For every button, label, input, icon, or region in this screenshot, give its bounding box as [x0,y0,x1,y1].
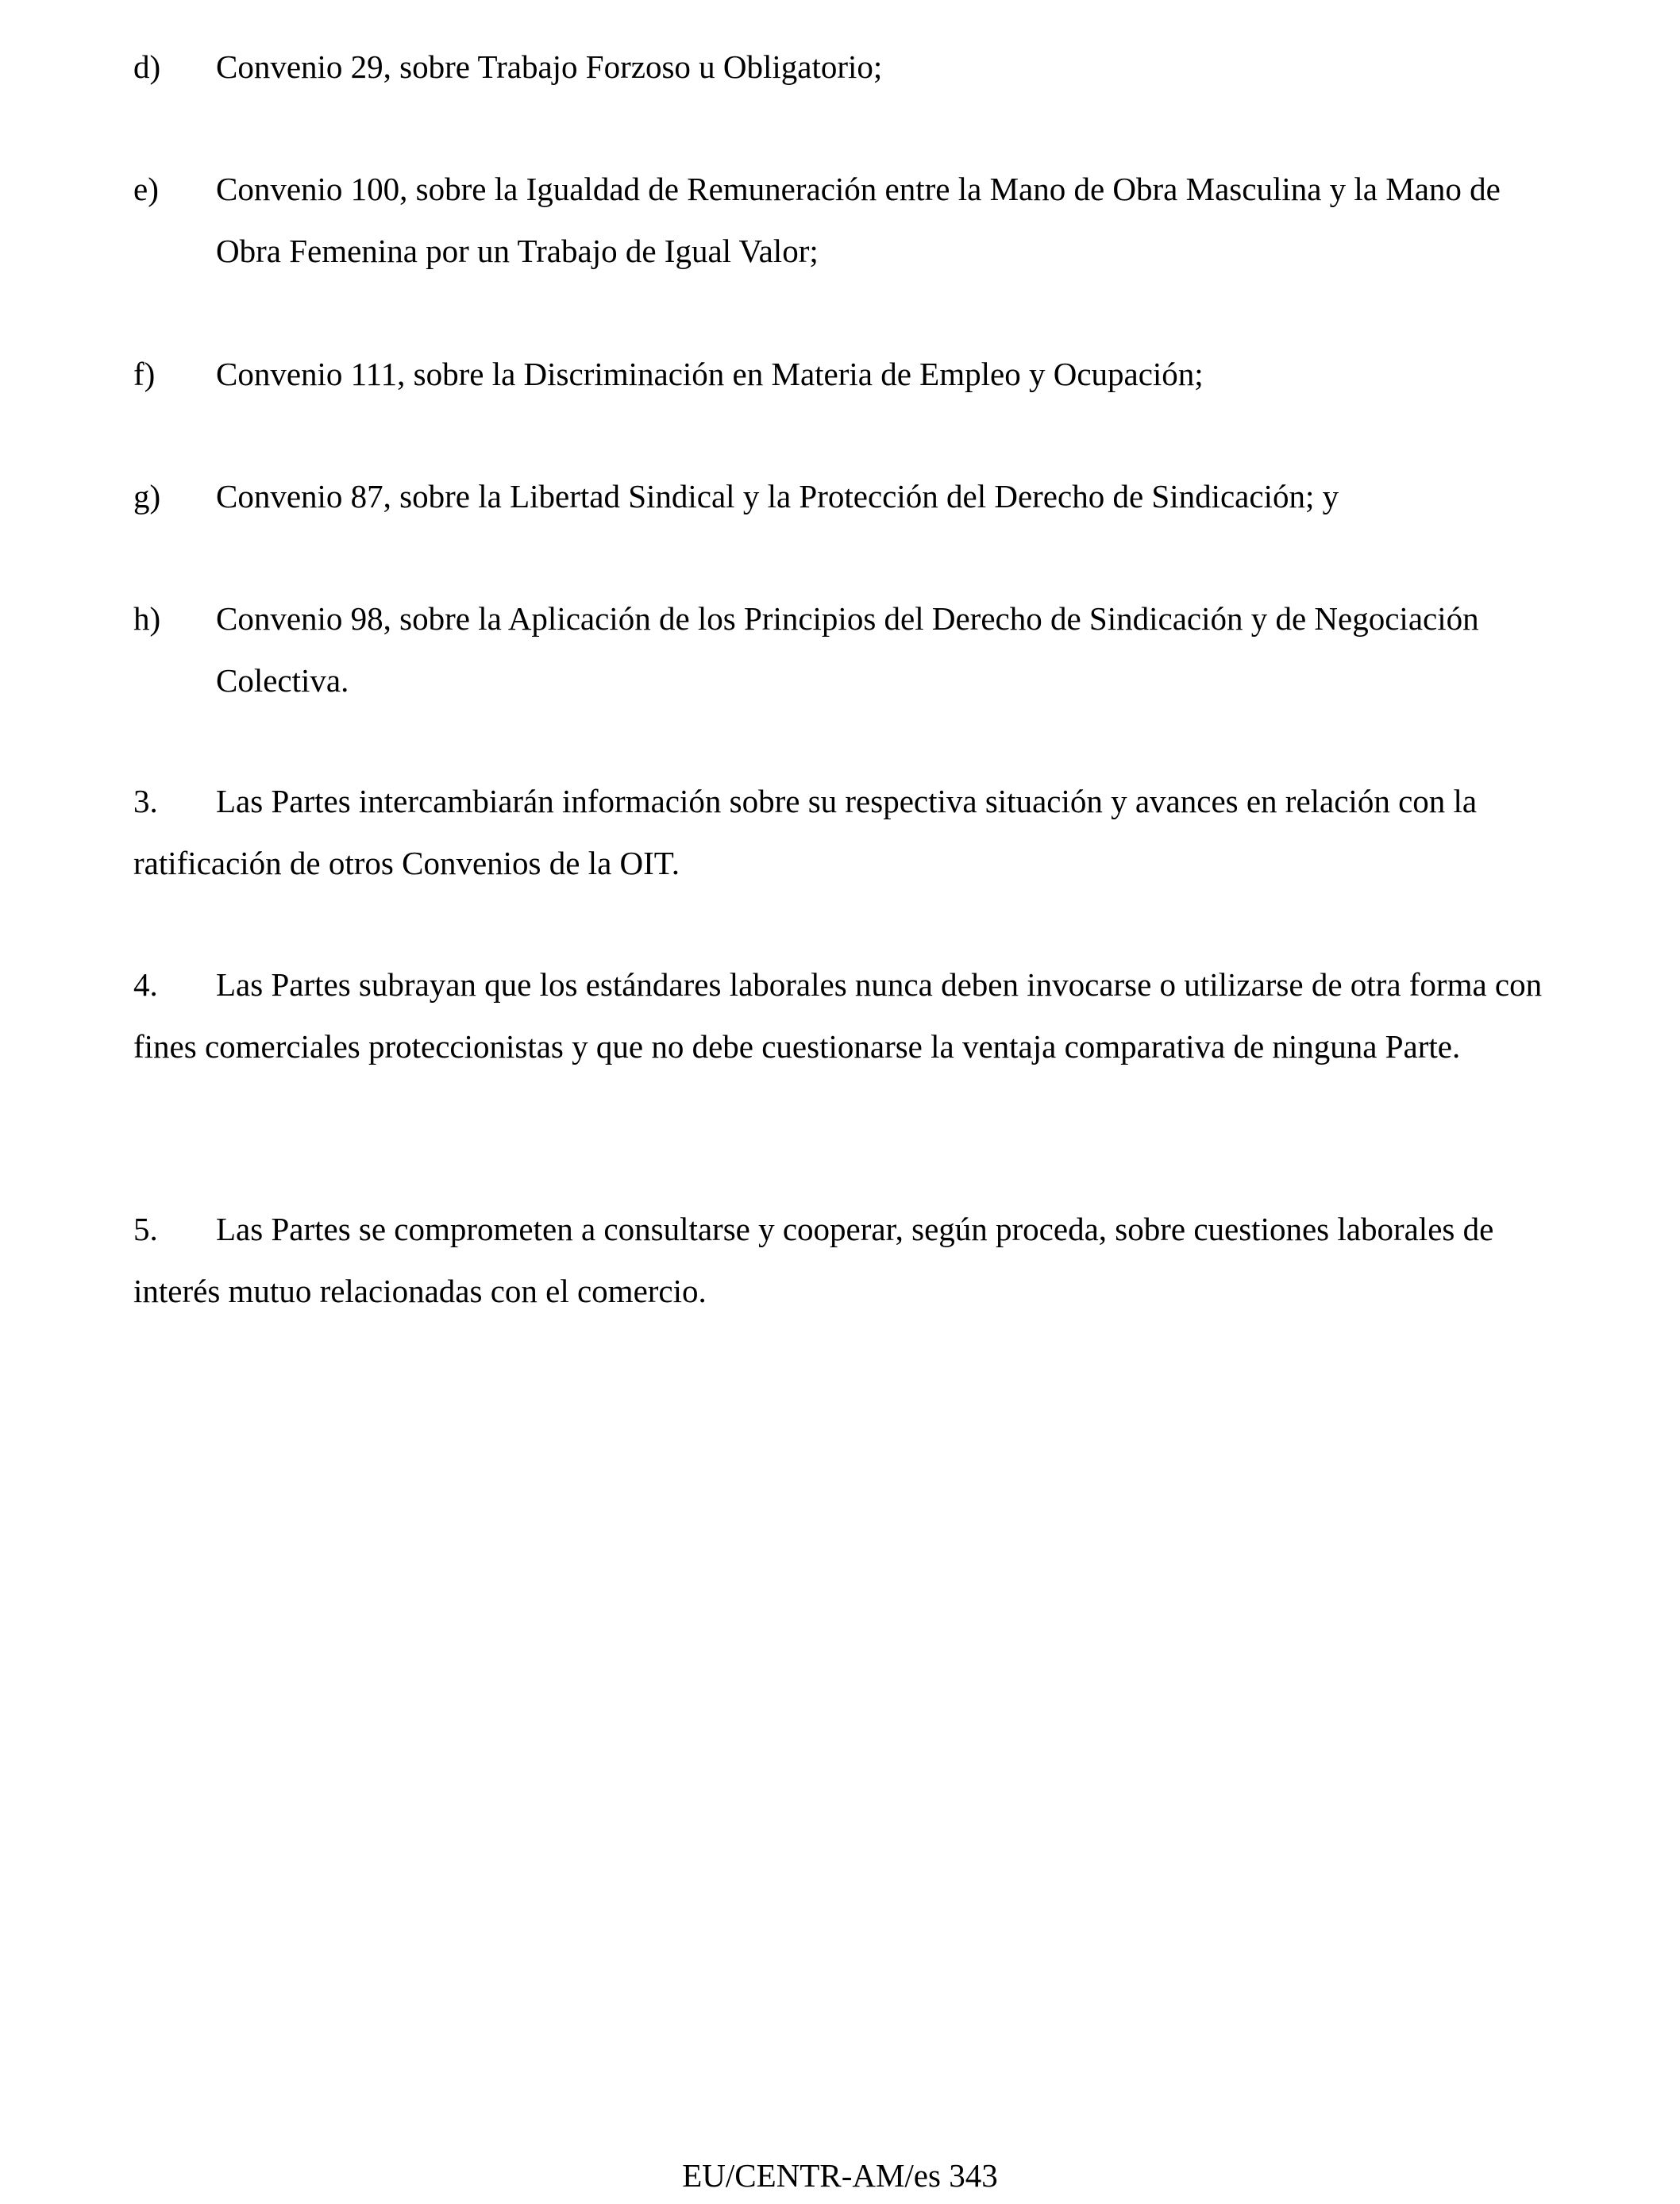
paragraph-number: 4. [133,966,158,1003]
list-item-label: h) [133,600,161,637]
list-item-text: Convenio 98, sobre la Aplicación de los Principios del Derecho de Sindicación y de Negociación Colectiva. [216,600,1479,699]
list-item-text: Convenio 29, sobre Trabajo Forzoso u Obligatorio; [216,48,883,85]
list-item-text: Convenio 100, sobre la Igualdad de Remuneración entre la Mano de Obra Masculina y la Mano de Obra Femenina por un Trabajo de Igual Valor; [216,171,1501,269]
paragraph-text: Las Partes subrayan que los estándares laborales nunca deben invocarse o utilizarse de otra forma con fines comerciales proteccionistas y que no debe cuestionarse la ventaja comparativa de ninguna Parte. [133,966,1543,1065]
list-item-text: Convenio 87, sobre la Libertad Sindical y la Protección del Derecho de Sindicación; y [216,478,1339,514]
paragraph-number: 5. [133,1211,158,1247]
paragraph-text: Las Partes se comprometen a consultarse y cooperar, según proceda, sobre cuestiones laborales de interés mutuo relacionadas con el comercio. [133,1211,1494,1309]
paragraph-number: 3. [133,783,158,819]
list-item-g [133,465,1562,527]
list-item-text: Convenio 111, sobre la Discriminación en Materia de Empleo y Ocupación; [216,356,1204,392]
paragraph-3 [133,770,1562,894]
list-item-h [133,588,1562,711]
page-footer [0,2156,1680,2195]
list-item-d [133,36,1562,98]
list-item-label: g) [133,478,161,514]
paragraph-4 [133,954,1562,1077]
list-item-f [133,343,1562,405]
page-reference: EU/CENTR-AM/es 343 [682,2157,998,2194]
paragraph-text: Las Partes intercambiarán información sobre su respectiva situación y avances en relación con la ratificación de otros Convenios de la OIT. [133,783,1478,881]
list-item-label: f) [133,356,156,392]
list-item-label: d) [133,48,161,85]
list-item-e [133,158,1562,282]
list-item-label: e) [133,171,159,207]
paragraph-5 [133,1198,1562,1322]
